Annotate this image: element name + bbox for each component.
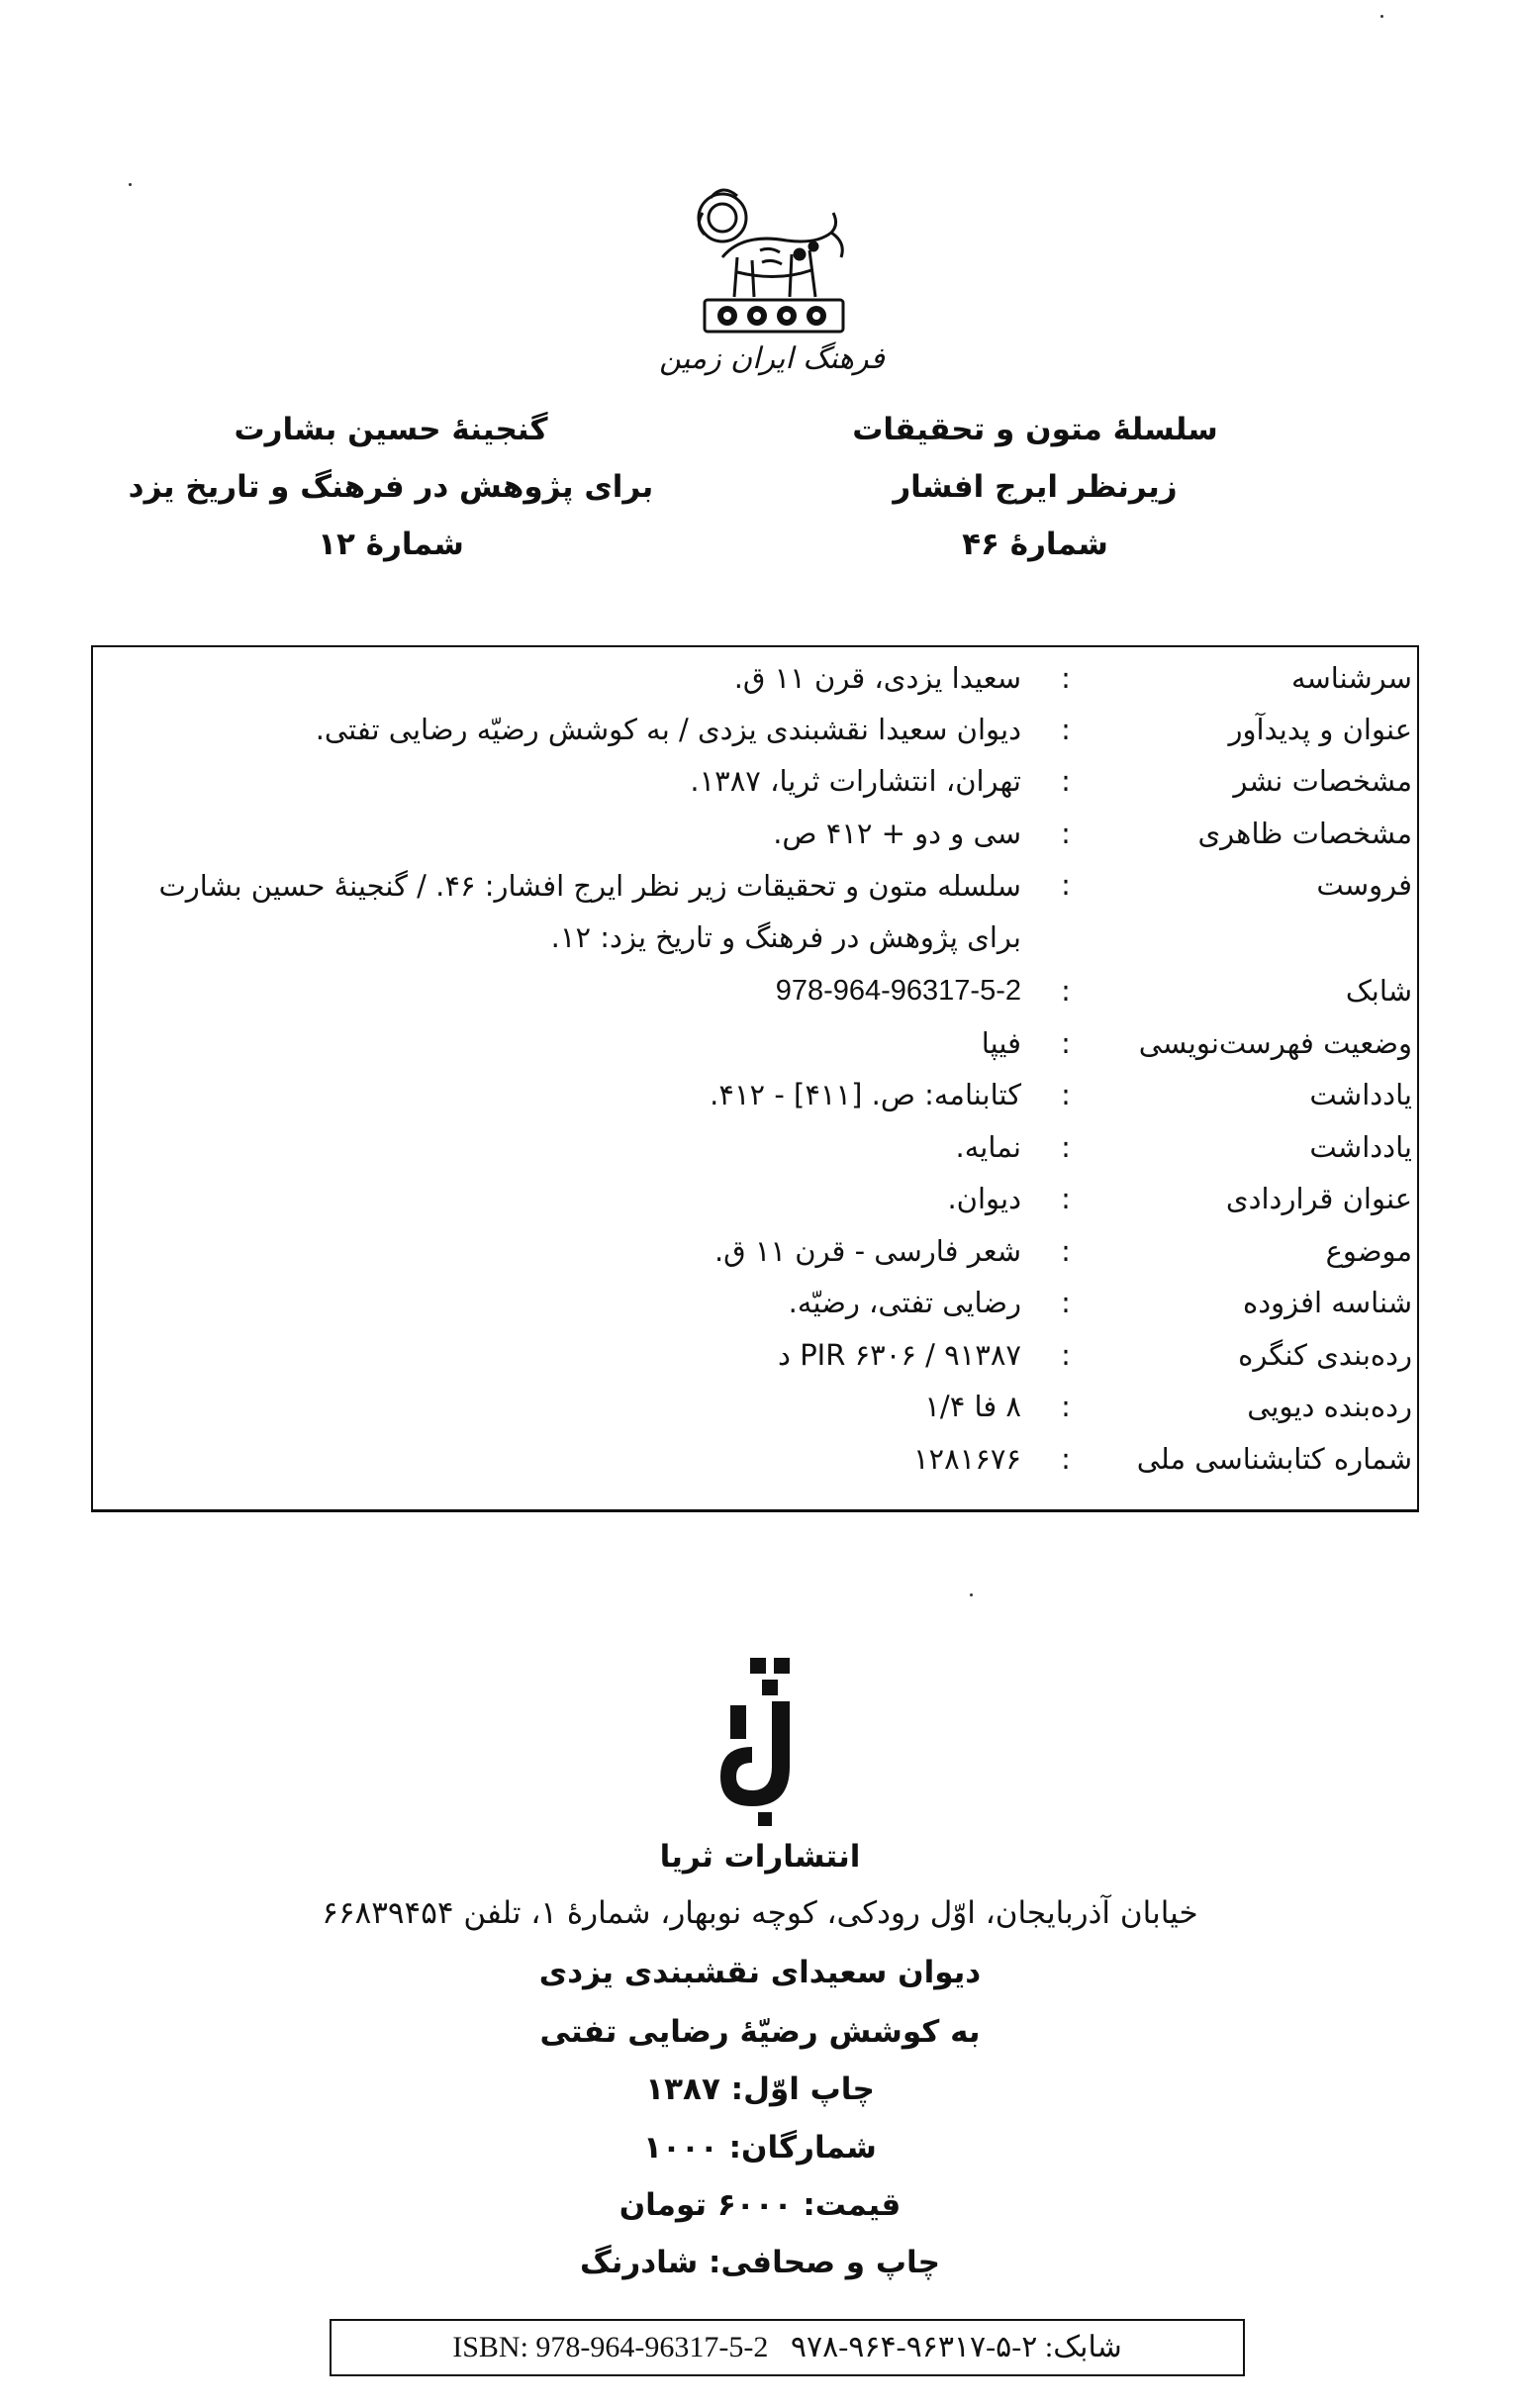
catalog-value: دیوان سعیدا نقشبندی یزدی / به کوشش رضیّه رضایی تفتی.	[315, 713, 1021, 746]
catalog-label: عنوان و پدیدآور	[1228, 713, 1412, 746]
price: قیمت: ۶۰۰۰ تومان	[618, 2187, 902, 2223]
catalog-value: ۱۲۸۱۶۷۶	[912, 1442, 1021, 1476]
publisher-name: انتشارات ثریا	[659, 1839, 861, 1875]
catalog-label: فروست	[1316, 868, 1412, 902]
catalog-value: سلسله متون و تحقیقات زیر نظر ایرج افشار: ۴۶. / گنجینهٔ حسین بشارت برای پژوهش در فرهنگ و تاریخ یزد: ۱۲.	[158, 869, 1021, 954]
catalog-label: یادداشت	[1309, 1078, 1412, 1111]
scan-speck	[970, 1593, 973, 1596]
catalog-value: شعر فارسی - قرن ۱۱ ق.	[713, 1234, 1021, 1268]
catalog-value: رضایی تفتی، رضیّه.	[788, 1286, 1021, 1319]
publisher-address: خیابان آذربایجان، اوّل رودکی، کوچه نوبهار، شمارهٔ ۱، تلفن ۶۶۸۳۹۴۵۴	[322, 1895, 1198, 1931]
series-left-line1: گنجینهٔ حسین بشارت	[234, 412, 548, 447]
catalog-label: شابک	[1345, 974, 1412, 1008]
catalog-separator: :	[1061, 1338, 1071, 1372]
catalog-value: کتابنامه: ص. [۴۱۱] - ۴۱۲.	[710, 1078, 1021, 1111]
catalog-separator: :	[1061, 817, 1071, 850]
catalog-label: موضوع	[1325, 1234, 1412, 1268]
soraya-logo-icon	[712, 1658, 821, 1826]
catalog-separator: :	[1061, 713, 1071, 746]
catalog-label: مشخصات نشر	[1233, 764, 1412, 798]
catalog-label: شناسه افزوده	[1243, 1286, 1412, 1319]
isbn-en: ISBN: 978-964-96317-5-2	[452, 2331, 769, 2363]
catalog-separator: :	[1061, 1182, 1071, 1215]
catalog-value: تهران، انتشارات ثریا، ۱۳۸۷.	[690, 764, 1021, 798]
catalog-separator: :	[1061, 1130, 1071, 1164]
emblem-caption: فرهنگ ایران زمین	[659, 341, 885, 376]
printing-house: چاپ و صحافی: شادرنگ	[579, 2245, 941, 2280]
catalog-separator: :	[1061, 868, 1071, 902]
catalog-label: وضعیت فهرست‌نویسی	[1138, 1026, 1412, 1060]
isbn-fa: شابک: ۲-۵-۹۶۳۱۷-۹۶۴-۹۷۸	[790, 2331, 1122, 2363]
catalog-value: فیپا	[981, 1026, 1021, 1060]
catalog-value: نمایه.	[955, 1130, 1021, 1164]
catalog-separator: :	[1061, 1390, 1071, 1423]
catalog-label: رده‌بندی کنگره	[1238, 1338, 1412, 1372]
book-editor: به کوشش رضیّهٔ رضایی تفتی	[539, 2014, 981, 2050]
catalog-separator: :	[1061, 974, 1071, 1008]
catalog-value: 978-964-96317-5-2	[775, 975, 1021, 1007]
series-left-line3: شمارهٔ ۱۲	[318, 527, 464, 562]
scan-speck	[129, 183, 132, 186]
catalog-separator: :	[1061, 1286, 1071, 1319]
catalog-separator: :	[1061, 1026, 1071, 1060]
catalog-value: ۸ فا ۱/۴	[924, 1390, 1021, 1423]
catalog-label: شماره کتابشناسی ملی	[1136, 1442, 1412, 1476]
series-right-line1: سلسلهٔ متون و تحقیقات	[852, 412, 1218, 447]
catalog-separator: :	[1061, 661, 1071, 695]
series-left	[74, 401, 708, 573]
series-left-line2: برای پژوهش در فرهنگ و تاریخ یزد	[128, 469, 654, 505]
catalog-value: دیوان.	[947, 1182, 1021, 1215]
isbn-box	[330, 2319, 1245, 2376]
cataloging-box	[91, 645, 1419, 1512]
catalog-label: مشخصات ظاهری	[1197, 817, 1412, 850]
catalog-label: رده‌بنده دیویی	[1247, 1390, 1412, 1423]
series-right-line2: زیرنظر ایرج افشار	[893, 469, 1178, 505]
catalog-separator: :	[1061, 1442, 1071, 1476]
edition: چاپ اوّل: ۱۳۸۷	[645, 2071, 875, 2107]
catalog-separator: :	[1061, 764, 1071, 798]
catalog-value: سی و دو + ۴۱۲ ص.	[773, 817, 1021, 850]
catalog-separator: :	[1061, 1234, 1071, 1268]
catalog-label: یادداشت	[1309, 1130, 1412, 1164]
book-title: دیوان سعیدای نقشبندی یزدی	[538, 1955, 982, 1990]
catalog-separator: :	[1061, 1078, 1071, 1111]
series-right	[718, 401, 1352, 573]
print-run: شمارگان: ۱۰۰۰	[643, 2130, 877, 2166]
catalog-value: سعیدا یزدی، قرن ۱۱ ق.	[733, 661, 1021, 695]
series-right-line3: شمارهٔ ۴۶	[962, 527, 1108, 562]
lion-emblem-icon	[683, 163, 861, 341]
catalog-label: عنوان قراردادی	[1225, 1182, 1412, 1215]
catalog-label: سرشناسه	[1290, 661, 1412, 695]
scan-speck	[1380, 15, 1383, 18]
catalog-value: PIR ۶۳۰۶ / ۹۱۳۸۷ د	[778, 1338, 1021, 1372]
